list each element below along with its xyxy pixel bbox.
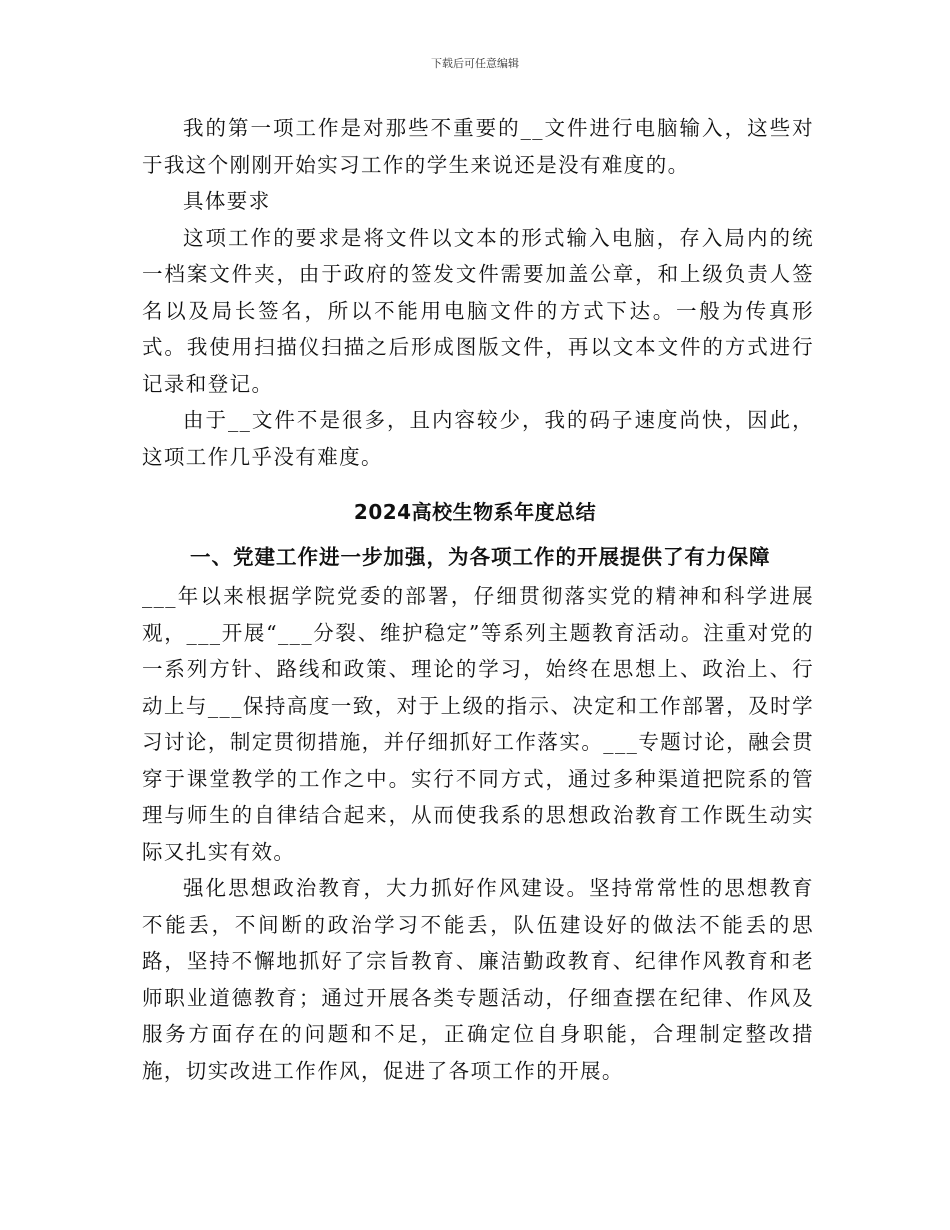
paragraph: 我的第一项工作是对那些不重要的__文件进行电脑输入，这些对于我这个刚刚开始实习工作的学生来说还是没有难度的。 (142, 116, 814, 177)
page-header: 下载后可任意编辑 (431, 57, 519, 70)
intro-section (142, 110, 814, 475)
paragraph: 这项工作的要求是将文件以文本的形式输入电脑，存入局内的统一档案文件夹，由于政府的签发文件需要加盖公章，和上级负责人签名以及局长签名，所以不能用电脑文件的方式下达。一般为传真形式。我使用扫描仪扫描之后形成图版文件，再以文本文件的方式进行记录和登记。 (142, 225, 814, 396)
document-title: 2024高校生物系年度总结 (353, 500, 597, 524)
paragraph: 由于__文件不是很多，且内容较少，我的码子速度尚快，因此，这项工作几乎没有难度。 (142, 408, 814, 469)
section-body (142, 578, 814, 1089)
section-heading: 一、党建工作进一步加强，为各项工作的开展提供了有力保障 (190, 545, 771, 569)
paragraph: 强化思想政治教育，大力抓好作风建设。坚持常常性的思想教育不能丢，不间断的政治学习不能丢，队伍建设好的做法不能丢的思路，坚持不懈地抓好了宗旨教育、廉洁勤政教育、纪律作风教育和老师职业道德教育；通过开展各类专题活动，仔细查摆在纪律、作风及服务方面存在的问题和不足，正确定位自身职能，合理制定整改措施，切实改进工作作风，促进了各项工作的开展。 (142, 876, 814, 1083)
subheading: 具体要求 (183, 189, 271, 213)
paragraph: ___年以来根据学院党委的部署，仔细贯彻落实党的精神和科学进展观，___开展“___分裂、维护稳定”等系列主题教育活动。注重对党的一系列方针、路线和政策、理论的学习，始终在思想上、政治上、行动上与___保持高度一致，对于上级的指示、决定和工作部署，及时学习讨论，制定贯彻措施，并仔细抓好工作落实。___专题讨论，融会贯穿于课堂教学的工作之中。实行不同方式，通过多种渠道把院系的管理与师生的自律结合起来，从而使我系的思想政治教育工作既生动实际又扎实有效。 (142, 584, 814, 864)
